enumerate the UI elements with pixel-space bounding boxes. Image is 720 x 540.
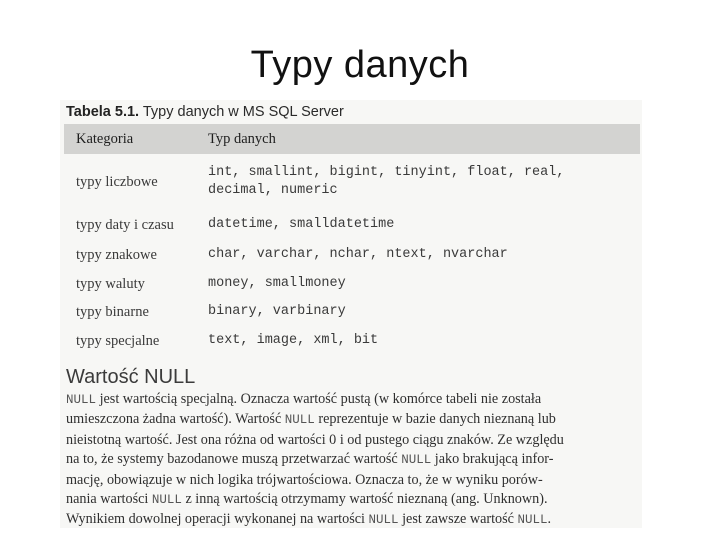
paragraph-text: . (547, 511, 552, 528)
paragraph-text: jest wartością specjalną. Oznacza wartość pustą (w komórce tabeli nie została (96, 391, 542, 407)
row-types: binary, varbinary (208, 304, 346, 319)
section-title: Wartość NULL (66, 366, 196, 388)
null-keyword: NULL (66, 393, 97, 407)
paragraph-line (66, 410, 642, 430)
row-types: datetime, smalldatetime (208, 217, 395, 232)
row-types: char, varchar, nchar, ntext, nvarchar (208, 247, 508, 262)
row-category: typy binarne (76, 303, 149, 320)
null-keyword: NULL (151, 493, 182, 508)
row-types (206, 164, 640, 200)
null-keyword: NULL (368, 513, 399, 528)
paragraph-text: reprezentuje w bazie danych nieznaną lub (314, 411, 556, 428)
scanned-page (60, 100, 642, 528)
row-types: money, smallmoney (208, 276, 346, 291)
paragraph-line (66, 431, 642, 450)
row-types: text, image, xml, bit (208, 333, 379, 348)
paragraph-text: jest zawsze wartość (398, 511, 518, 528)
table-caption-number: Tabela 5.1. (66, 104, 140, 120)
row-category: typy liczbowe (76, 173, 158, 190)
paragraph-line (66, 490, 642, 510)
row-types-line: decimal, numeric (208, 183, 338, 198)
row-category: typy znakowe (76, 246, 157, 263)
paragraph-text: nieistotną wartość. Jest ona różna od wartości 0 i od pustego ciągu znaków. Ze względu (66, 431, 564, 448)
null-description-paragraph (66, 390, 642, 531)
table-row (64, 326, 640, 356)
row-category: typy specjalne (76, 332, 160, 349)
table-header-row (64, 124, 640, 154)
paragraph-text: z inną wartością otrzymamy wartość nieznaną (ang. Unknown). (181, 491, 548, 508)
null-keyword: NULL (401, 453, 432, 468)
paragraph-text: nania wartości (66, 491, 152, 508)
null-keyword: NULL (517, 513, 548, 528)
paragraph-text: umieszczona żadna wartość). Wartość (66, 411, 285, 428)
data-types-table (64, 124, 640, 356)
table-row (64, 240, 640, 270)
row-category: typy daty i czasu (76, 216, 174, 233)
paragraph-line (66, 390, 642, 410)
table-caption-text: Typy danych w MS SQL Server (142, 104, 344, 120)
table-row (64, 210, 640, 240)
null-keyword: NULL (284, 413, 315, 428)
table-row (64, 298, 640, 326)
paragraph-text: mację, obowiązuje w nich logika trójwartościowa. Oznacza to, że w wyniku porów- (66, 471, 543, 488)
paragraph-text: jako brakującą infor- (431, 451, 554, 468)
paragraph-text: na to, że systemy bazodanowe muszą przetwarzać wartość (66, 451, 402, 468)
paragraph-line (66, 450, 642, 470)
row-types-line: int, smallint, bigint, tinyint, float, real, (208, 165, 565, 180)
paragraph-line (66, 510, 642, 530)
table-caption (66, 104, 344, 120)
row-category: typy waluty (76, 275, 145, 292)
table-row (64, 154, 640, 210)
slide-title: Typy danych (250, 44, 470, 86)
header-type: Typ danych (208, 131, 276, 147)
header-category: Kategoria (76, 130, 134, 147)
paragraph-line (66, 471, 642, 490)
table-row (64, 270, 640, 298)
paragraph-text: Wynikiem dowolnej operacji wykonanej na wartości (66, 511, 369, 528)
